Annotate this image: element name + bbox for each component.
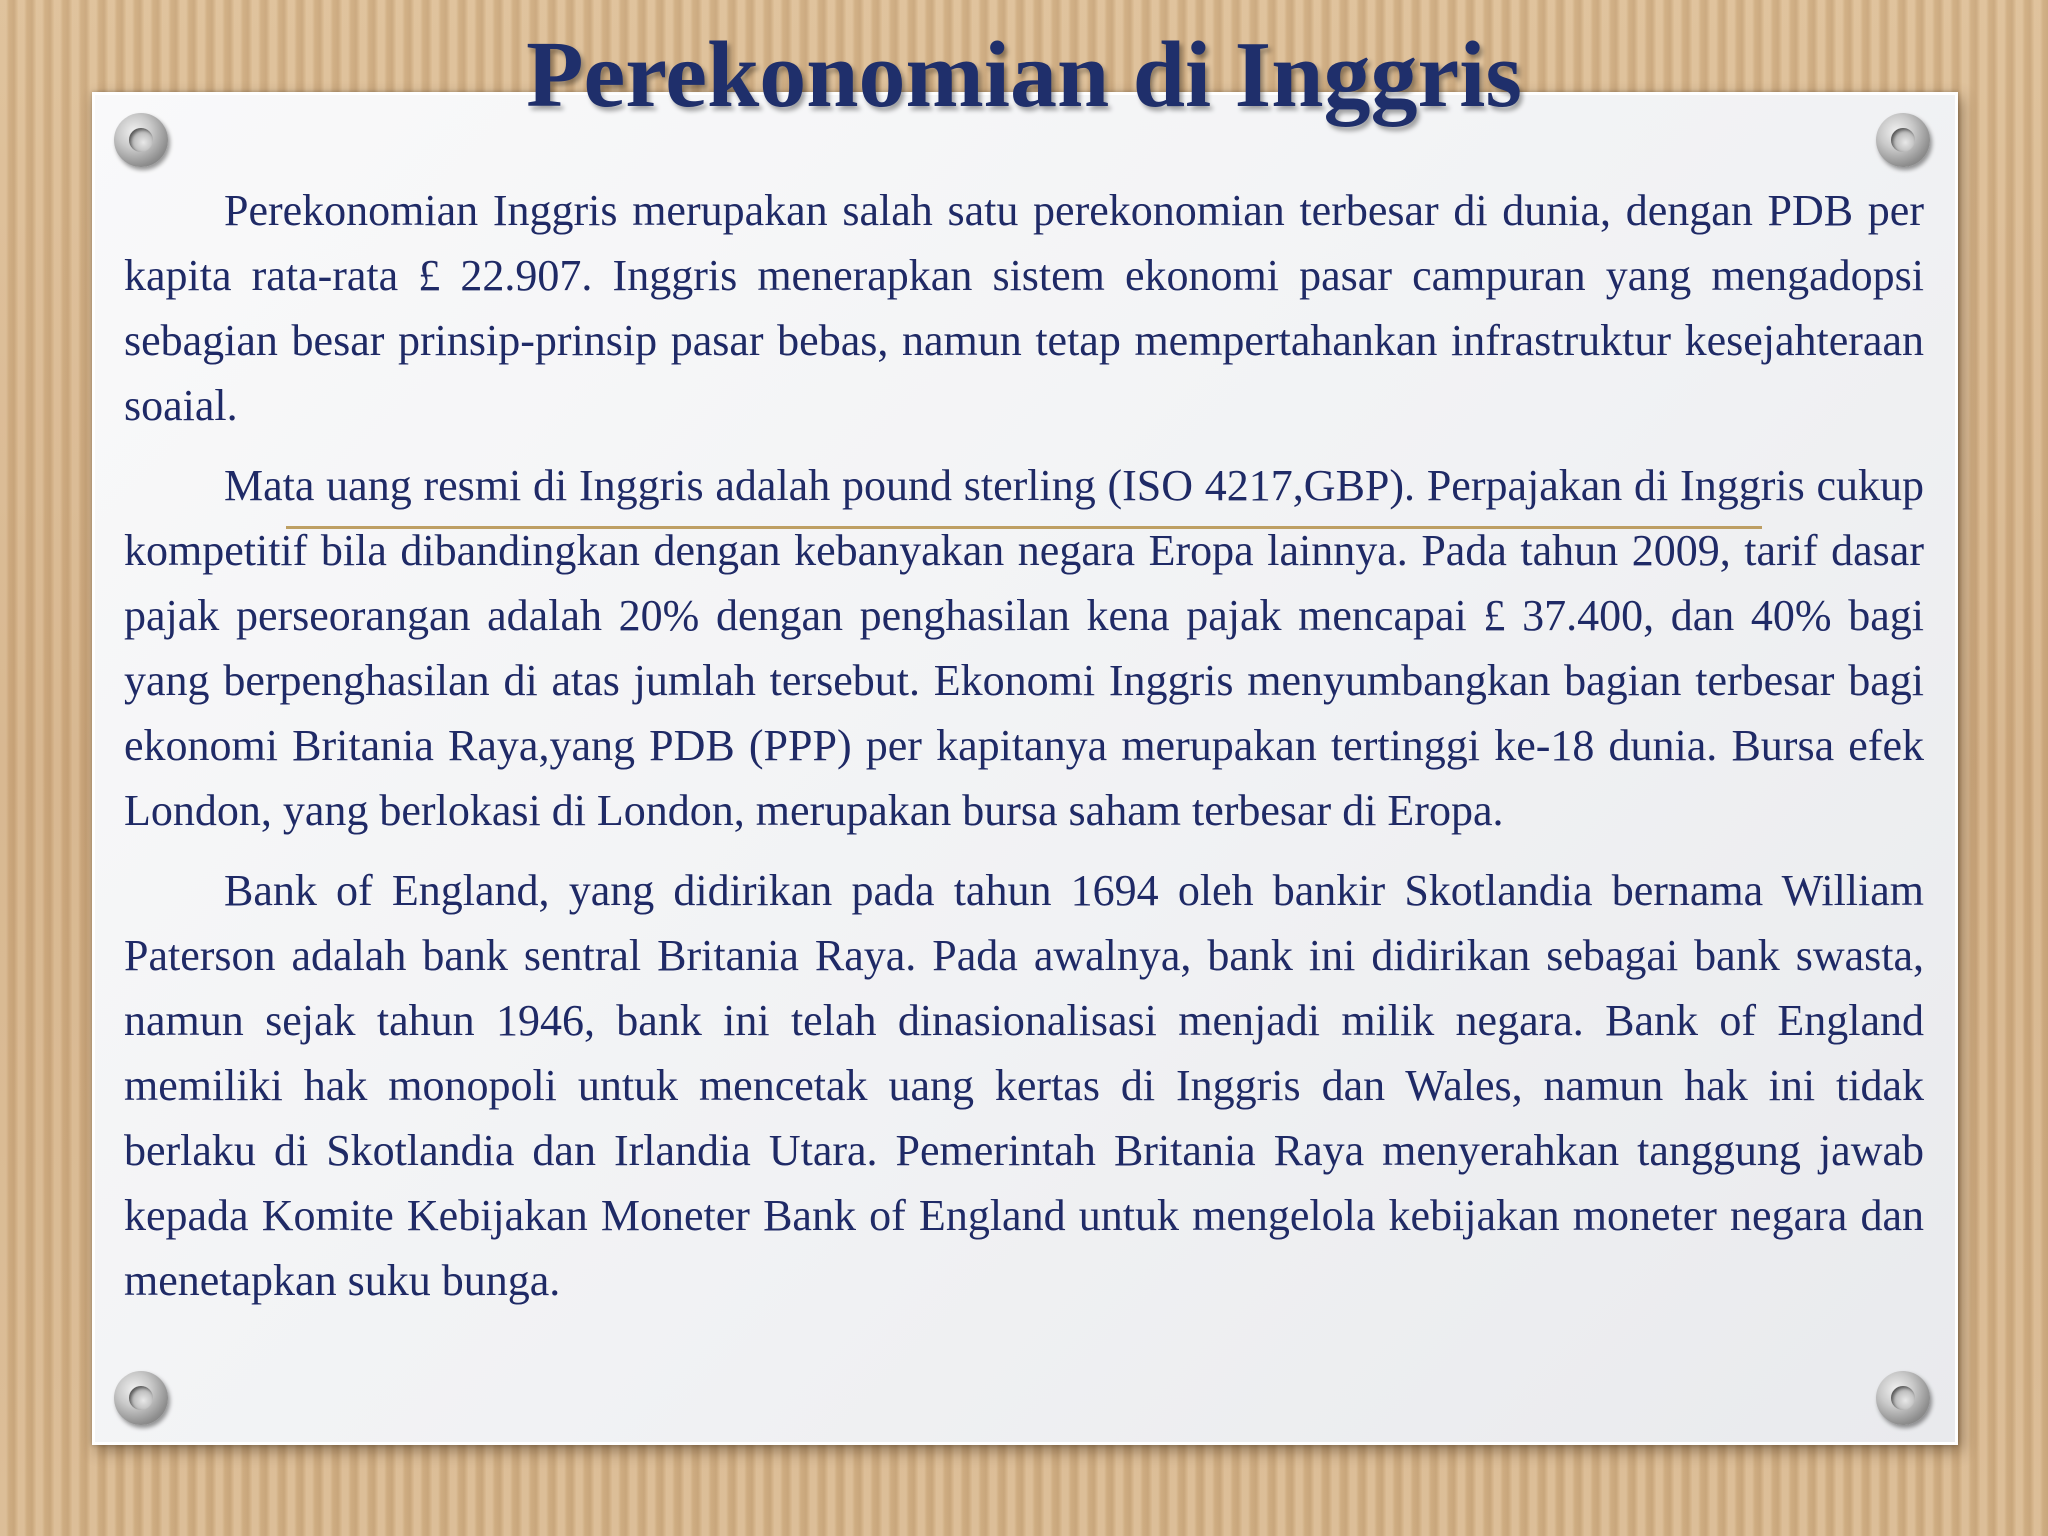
grommet-bottom-left-icon [114,1371,168,1425]
slide-title: Perekonomian di Inggris [526,23,1522,127]
paragraph-bank-of-england: Bank of England, yang didirikan pada tahun 1694 oleh bankir Skotlandia bernama William Paterson adalah bank sentral Britania Raya. Pada awalnya, bank ini didirikan sebagai bank swasta, namun sejak tahun 1946, bank ini telah dinasionalisasi menjadi milik negara. Bank of England memiliki hak monopoli untuk mencetak uang kertas di Inggris dan Wales, namun hak ini tidak berlaku di Skotlandia dan Irlandia Utara. Pemerintah Britania Raya menyerahkan tanggung jawab kepada Komite Kebijakan Moneter Bank of England untuk mengelola kebijakan moneter negara dan menetapkan suku bunga. [124,866,1924,1305]
body-text [124,178,1924,1328]
grommet-bottom-right-icon [1876,1371,1930,1425]
paragraph-currency-tax: Mata uang resmi di Inggris adalah pound sterling (ISO 4217,GBP). Perpajakan di Inggris cukup kompetitif bila dibandingkan dengan kebanyakan negara Eropa lainnya. Pada tahun 2009, tarif dasar pajak perseorangan adalah 20% dengan penghasilan kena pajak mencapai £ 37.400, dan 40% bagi yang berpenghasilan di atas jumlah tersebut. Ekonomi Inggris menyumbangkan bagian terbesar bagi ekonomi Britania Raya,yang PDB (PPP) per kapitanya merupakan tertinggi ke-18 dunia. Bursa efek London, yang berlokasi di London, merupakan bursa saham terbesar di Eropa. [124,461,1924,835]
paragraph-economy: Perekonomian Inggris merupakan salah satu perekonomian terbesar di dunia, dengan PDB per kapita rata-rata £ 22.907. Inggris menerapkan sistem ekonomi pasar campuran yang mengadopsi sebagian besar prinsip-prinsip pasar bebas, namun tetap mempertahankan infrastruktur kesejahteraan soaial. [124,186,1924,430]
